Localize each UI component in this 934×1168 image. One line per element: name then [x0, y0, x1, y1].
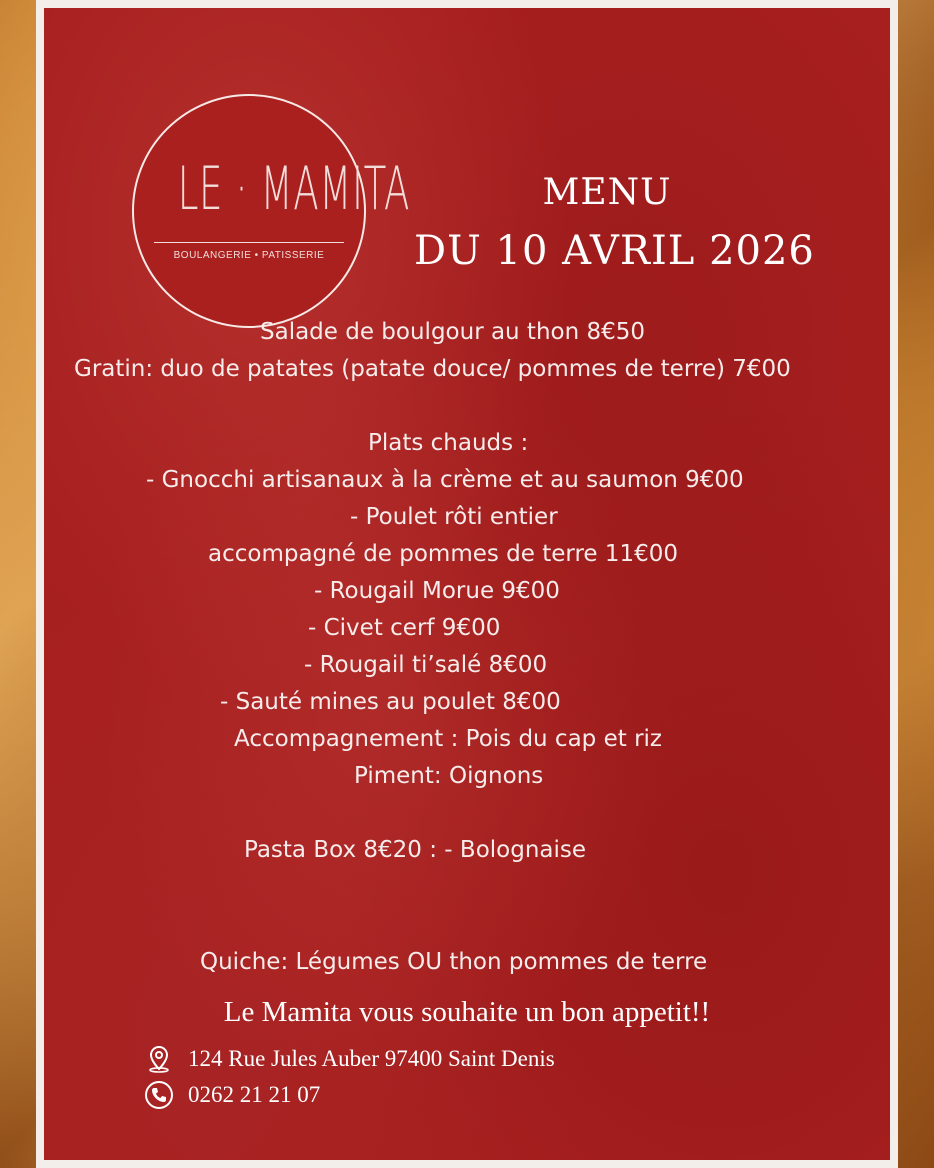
address-text: 124 Rue Jules Auber 97400 Saint Denis [188, 1046, 555, 1071]
logo-tagline: BOULANGERIE • PATISSERIE [173, 250, 325, 261]
menu-line: - Sauté mines au poulet 8€00 [220, 689, 561, 715]
menu-section-heading: Plats chauds : [368, 430, 529, 456]
menu-line: accompagné de pommes de terre 11€00 [208, 541, 679, 567]
menu-line: - Gnocchi artisanaux à la crème et au saumon 9€00 [146, 467, 744, 493]
menu-line: - Civet cerf 9€00 [308, 615, 501, 641]
menu-line: Gratin: duo de patates (patate douce/ pommes de terre) 7€00 [74, 356, 791, 382]
logo-name: LE · MAMITA [177, 154, 411, 224]
menu-line: - Rougail ti’salé 8€00 [304, 652, 548, 678]
logo-divider [154, 242, 344, 243]
menu-line: Pasta Box 8€20 : - Bolognaise [244, 837, 587, 863]
phone-text: 0262 21 21 07 [188, 1082, 321, 1107]
address-row [144, 1044, 555, 1074]
menu-line: - Poulet rôti entier [350, 504, 558, 530]
logo [132, 94, 411, 328]
menu-line: Accompagnement : Pois du cap et riz [234, 726, 662, 752]
closing-message: Le Mamita vous souhaite un bon appetit!! [223, 996, 711, 1028]
phone-icon [144, 1080, 174, 1110]
menu-line: Quiche: Légumes OU thon pommes de terre [200, 949, 708, 975]
phone-row [144, 1080, 320, 1110]
menu-line: Piment: Oignons [354, 763, 544, 789]
menu-line: - Rougail Morue 9€00 [314, 578, 560, 604]
location-pin-icon [144, 1044, 174, 1074]
menu-line: Salade de boulgour au thon 8€50 [260, 319, 646, 345]
menu-panel [44, 8, 890, 1160]
menu-title: MENU [542, 172, 672, 213]
menu-date: DU 10 AVRIL 2026 [414, 228, 815, 274]
